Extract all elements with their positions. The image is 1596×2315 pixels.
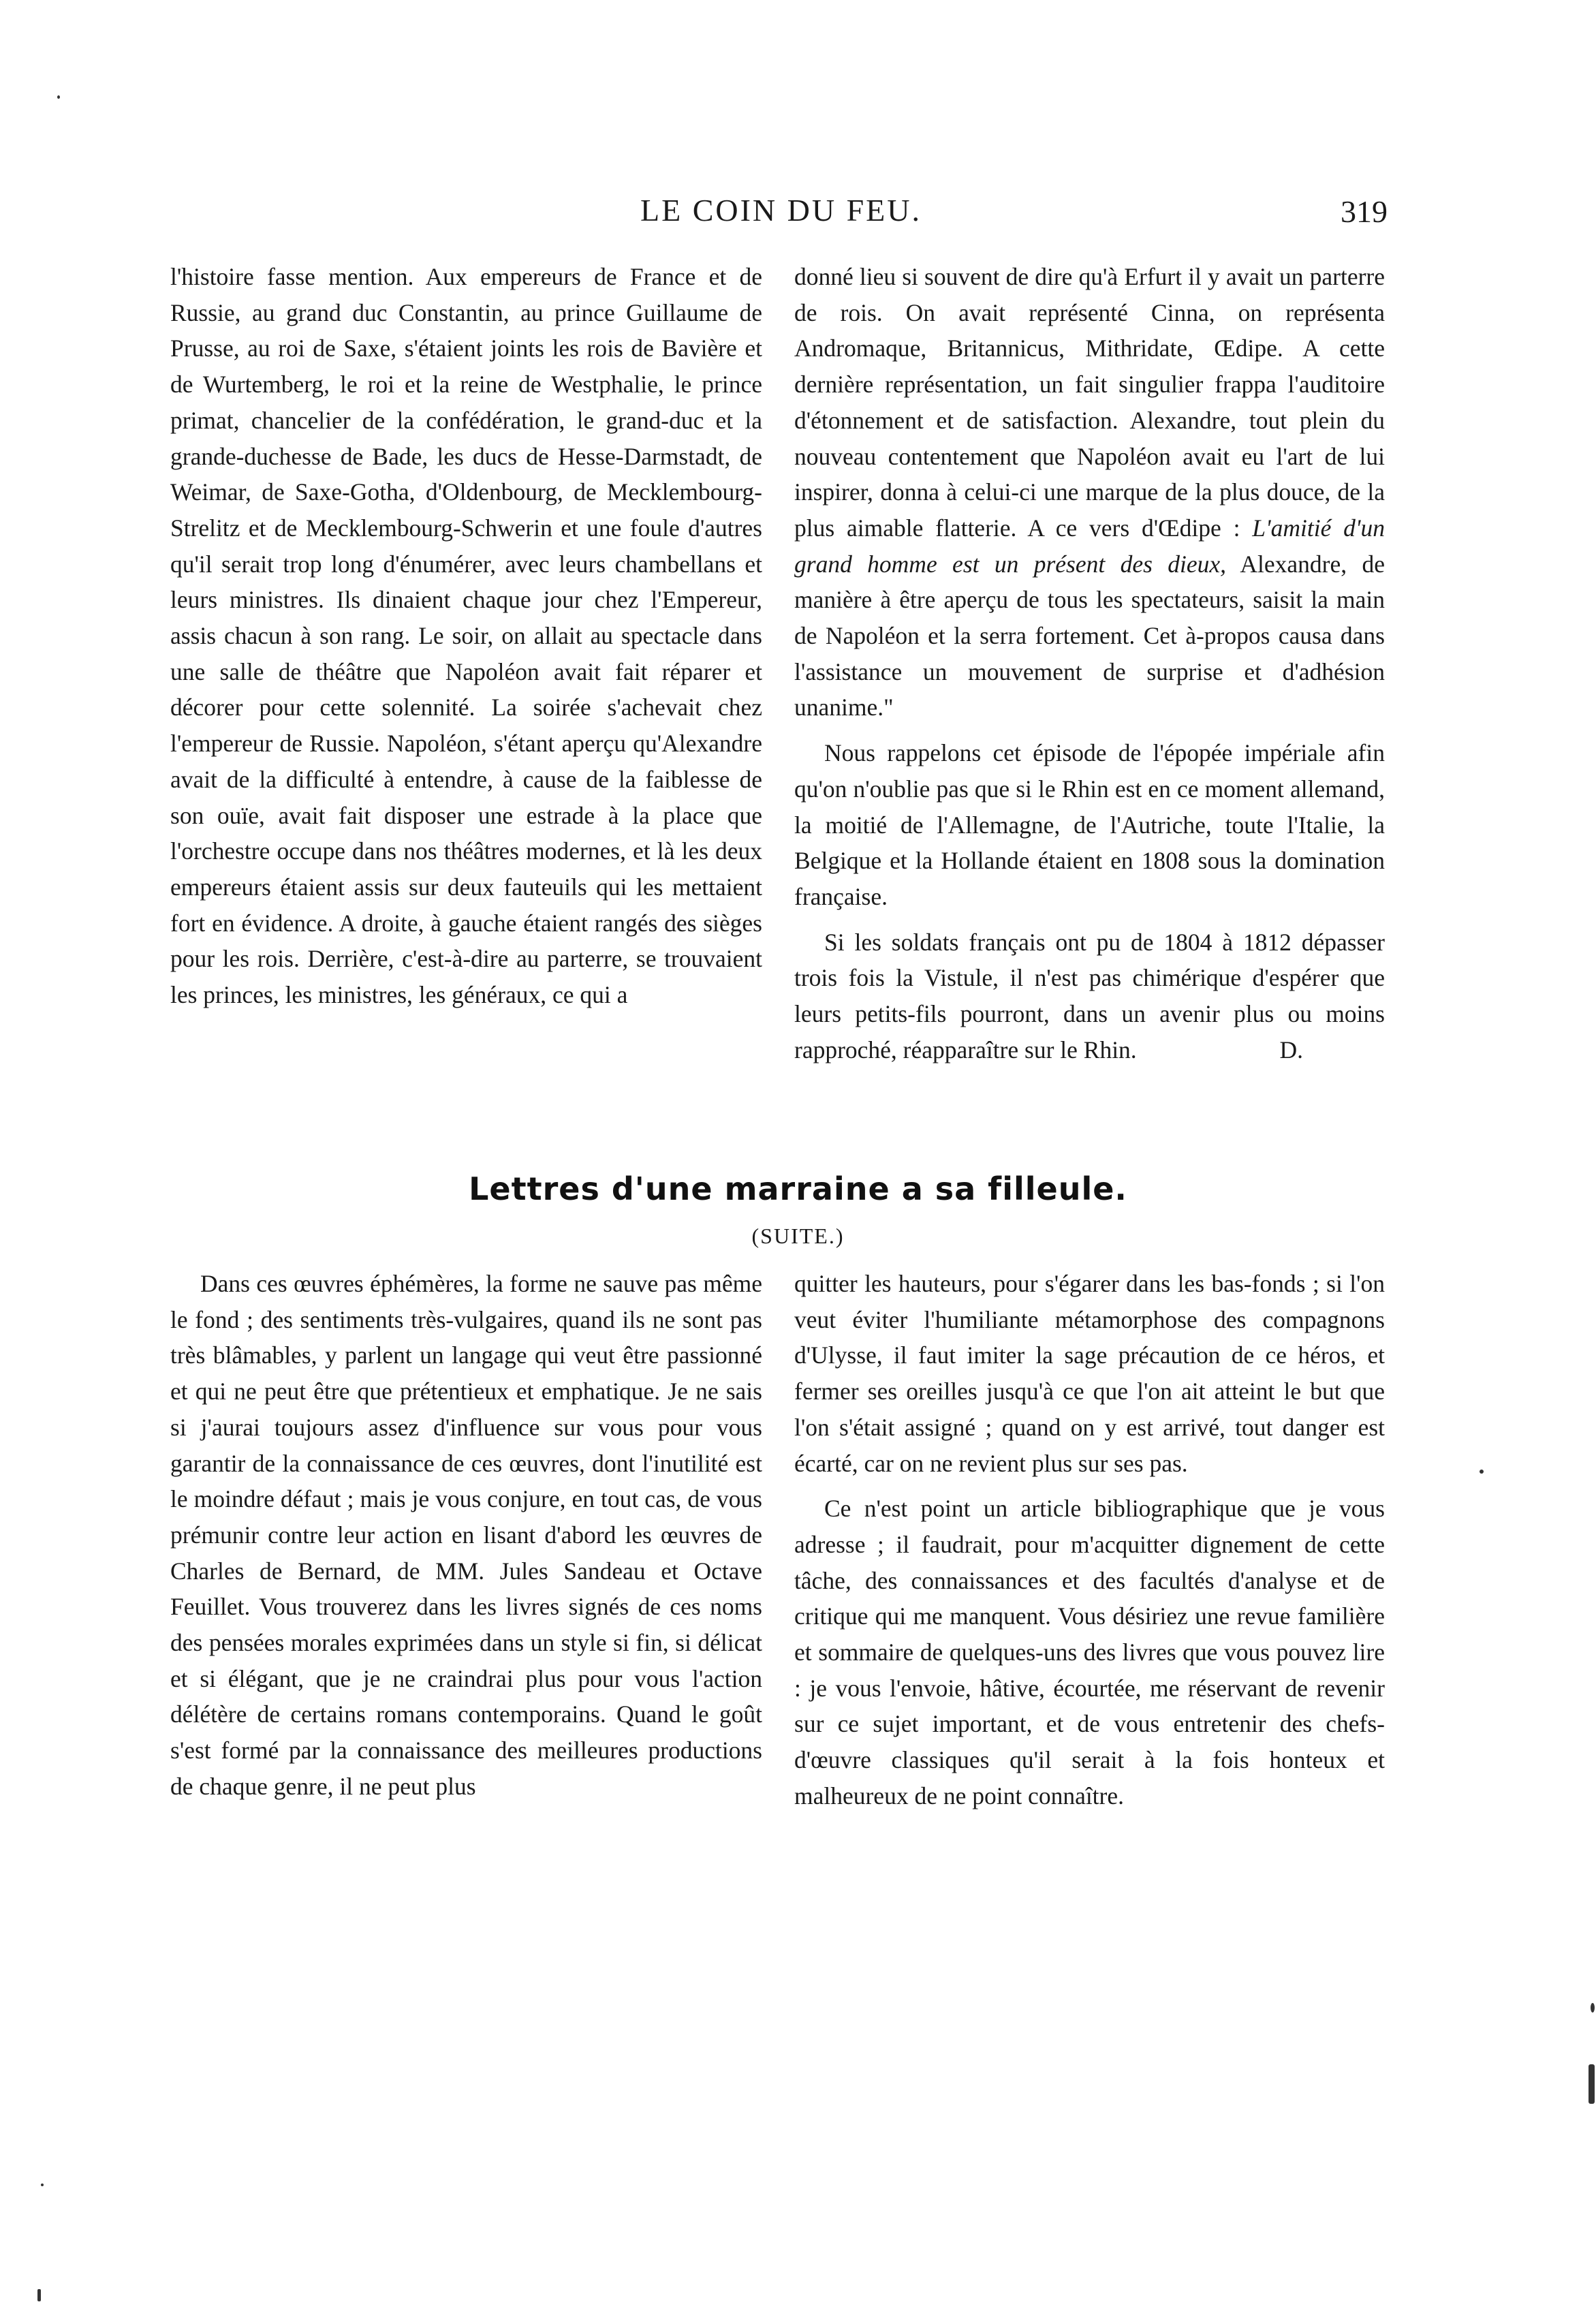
speck bbox=[37, 2289, 41, 2301]
paragraph: Dans ces œuvres éphémères, la forme ne sauve pas même le fond ; des sentiments très-vulgaires, quand ils ne sont pas très blâmables, y parlent un langage qui veut être passionné et qui ne peut être que prétentieux et emphatique. Je ne sais si j'aurai toujours assez d'influence sur vous pour vous garantir de la connaissance de ces œuvres, dont l'inutilité est le moindre défaut ; mais je vous conjure, en tout cas, de vous prémunir contre leur action en lisant d'abord les œuvres de Charles de Bernard, de MM. Jules Sandeau et Octave Feuillet. Vous trouverez dans les livres signés de ces noms des pensées morales exprimées dans un style si fin, si délicat et si élégant, que je ne craindrai plus pour vous l'action délétère de certains romans contemporains. Quand le goût s'est formé par la connaissance des meilleures productions de chaque genre, il ne peut plus bbox=[170, 1270, 762, 1800]
speck bbox=[1480, 1470, 1484, 1474]
speck bbox=[1591, 2003, 1595, 2013]
top-article-column-right bbox=[794, 259, 1385, 1139]
quoted-verse: L'amitié d'un grand homme est un présent des dieux, bbox=[794, 514, 1385, 578]
paragraph: Ce n'est point un article bibliographique que je vous adresse ; il faudrait, pour m'acquitter dignement de cette tâche, des connaissances et des facultés d'analyse et de critique qui me manquent. Vous désiriez une revue familière et sommaire de quelques-uns des livres que vous pouvez lire : je vous l'envoie, hâtive, écourtée, me réservant de revenir sur ce sujet important, et de vous entretenir des chefs-d'œuvre classiques qu'il serait à la fois honteux et malheureux de ne point connaître. bbox=[794, 1495, 1385, 1809]
article-subtitle: (SUITE.) bbox=[751, 1224, 845, 1248]
author-signature: D. bbox=[1279, 1036, 1303, 1063]
second-article-column-right bbox=[794, 1266, 1385, 1879]
paragraph bbox=[794, 925, 1385, 1068]
paragraph: l'histoire fasse mention. Aux empereurs de France et de Russie, au grand duc Constantin, au prince Guillaume de Prusse, au roi de Saxe, s'étaient joints les rois de Bavière et de Wurtemberg, le roi et la reine de Westphalie, le prince primat, chancelier de la confédération, le grand-duc et la grande-duchesse de Bade, les ducs de Hesse-Darmstadt, de Weimar, de Saxe-Gotha, d'Oldenbourg, de Mecklembourg-Strelitz et de Mecklembourg-Schwerin et une foule d'autres qu'il serait trop long d'énumérer, avec leurs chambellans et leurs ministres. Ils dinaient chaque jour chez l'Empereur, assis chacun à son rang. Le soir, on allait au spectacle dans une salle de théâtre que Napoléon avait fait réparer et décorer pour cette solennité. La soirée s'achevait chez l'empereur de Russie. Napoléon, s'étant aperçu qu'Alexandre avait de la difficulté à entendre, à cause de la faiblesse de son ouïe, avait fait disposer une estrade à la place que l'orchestre occupe dans nos théâtres modernes, et là les deux empereurs étaient assis sur deux fauteuils qui les mettaient fort en évidence. A droite, à gauche étaient rangés des sièges pour les rois. Derrière, c'est-à-dire au parterre, se trouvaient les princes, les ministres, les généraux, ce qui a bbox=[170, 263, 762, 1009]
paragraph-text: Si les soldats français ont pu de 1804 à 1812 dépasser trois fois la Vistule, il n'est pas chimérique d'espérer que leurs petits-fils pourront, dans un avenir plus ou moins rapproché, réapparaître sur le Rhin. bbox=[794, 928, 1385, 1063]
paragraph-text: donné lieu si souvent de dire qu'à Erfurt il y avait un parterre de rois. On avait représenté Cinna, on représenta Andromaque, Britannicus, Mithridate, Œdipe. A cette dernière représentation, un fait singulier frappa l'auditoire d'étonnement et de satisfaction. Alexandre, tout plein du nouveau contentement que Napoléon avait eu l'art de lui inspirer, donna à celui-ci une marque de la plus douce, de la plus aimable flatterie. A ce vers d'Œdipe : bbox=[794, 263, 1385, 542]
speck bbox=[41, 2184, 44, 2186]
second-article-column-left bbox=[170, 1266, 762, 1879]
speck bbox=[1589, 2064, 1595, 2104]
speck bbox=[57, 95, 60, 99]
paragraph: quitter les hauteurs, pour s'égarer dans les bas-fonds ; si l'on veut éviter l'humiliante métamorphose des compagnons d'Ulysse, il faut imiter la sage précaution de ce héros, et fermer ses oreilles jusqu'à ce que l'on ait atteint le but que l'on s'était assigné ; quand on y est arrivé, tout danger est écarté, car on ne revient plus sur ses pas. bbox=[794, 1270, 1385, 1477]
paragraph bbox=[794, 259, 1385, 726]
running-head: LE COIN DU FEU. bbox=[640, 193, 922, 228]
paragraph: Nous rappelons cet épisode de l'épopée impériale afin qu'on n'oublie pas que si le Rhin est en ce moment allemand, la moitié de l'Allemagne, de l'Autriche, toute l'Italie, la Belgique et la Hollande étaient en 1808 sous la domination française. bbox=[794, 739, 1385, 910]
top-article-column-left bbox=[170, 259, 762, 1139]
page-number: 319 bbox=[1341, 194, 1388, 229]
article-title: Lettres d'une marraine a sa filleule. bbox=[469, 1170, 1127, 1207]
paragraph-text: Alexandre, de manière à être aperçu de tous les spectateurs, saisit la main de Napoléon et la serra fortement. Cet à-propos causa dans l'assistance un mouvement de surprise et d'adhésion unanime." bbox=[794, 550, 1385, 721]
